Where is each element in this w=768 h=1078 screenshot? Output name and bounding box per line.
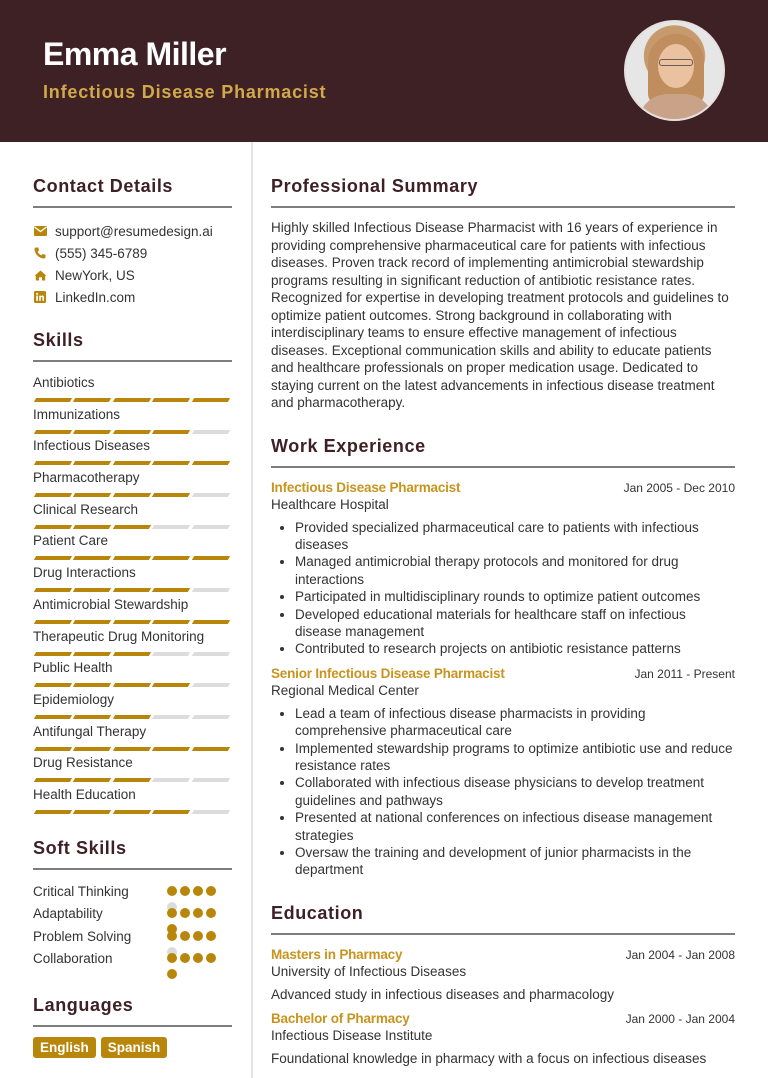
skill-name: Health Education xyxy=(33,786,136,802)
skill-level-bar xyxy=(33,652,232,656)
skill-item xyxy=(33,467,232,499)
soft-skills-heading: Soft Skills xyxy=(33,837,127,858)
skill-level-segment xyxy=(191,778,230,782)
section-rule xyxy=(271,466,735,468)
skill-item xyxy=(33,752,232,784)
skill-level-segment xyxy=(34,652,73,656)
summary-heading: Professional Summary xyxy=(271,176,479,196)
skill-item xyxy=(33,562,232,594)
soft-skills-section xyxy=(33,838,232,973)
rating-dot xyxy=(206,953,216,963)
skill-level-segment xyxy=(113,683,152,687)
skill-level-segment xyxy=(34,715,73,719)
skill-item xyxy=(33,784,232,816)
skills-heading: Skills xyxy=(33,330,84,350)
skill-level-bar xyxy=(33,556,232,560)
candidate-name: Emma Miller xyxy=(43,36,227,72)
skill-name: Infectious Diseases xyxy=(33,438,151,454)
skill-level-segment xyxy=(113,747,152,751)
rating-dot xyxy=(193,908,203,918)
job-bullet: • Contributed to research projects on antibiotic resistance patterns xyxy=(295,640,735,657)
skill-name: Pharmacotherapy xyxy=(33,470,140,486)
skill-level-segment xyxy=(191,461,230,465)
contact-heading: Contact Details xyxy=(33,176,174,196)
job-bullet: • Participated in multidisciplinary rounds to optimize patient outcomes xyxy=(295,588,735,605)
skill-level-segment xyxy=(152,683,191,687)
languages-heading: Languages xyxy=(33,995,134,1015)
education-description: Foundational knowledge in pharmacy with a focus on infectious diseases xyxy=(271,1050,707,1066)
skill-level-bar xyxy=(33,747,232,751)
skill-level-segment xyxy=(73,398,112,402)
section-rule xyxy=(33,206,232,208)
skill-level-segment xyxy=(152,620,191,624)
skill-level-segment xyxy=(73,747,112,751)
skill-item xyxy=(33,594,232,626)
skill-level-segment xyxy=(34,398,73,402)
resume-header xyxy=(0,0,768,142)
section-rule xyxy=(33,360,232,362)
education-description: Advanced study in infectious diseases and pharmacology xyxy=(271,986,614,1002)
job-bullet: • Collaborated with infectious disease physicians to develop treatment guidelines and pathways xyxy=(295,774,735,809)
skill-level-segment xyxy=(152,398,191,402)
job-bullet: • Developed educational materials for healthcare staff on infectious disease management xyxy=(295,606,735,641)
skill-level-segment xyxy=(73,430,112,434)
rating-dot xyxy=(206,931,216,941)
job-bullet: • Oversaw the training and development of junior pharmacists in the department xyxy=(295,844,735,879)
skill-level-segment xyxy=(152,810,191,814)
skill-level-segment xyxy=(191,683,230,687)
skill-level-segment xyxy=(113,493,152,497)
skill-level-segment xyxy=(152,430,191,434)
soft-skill-name: Collaboration xyxy=(33,951,113,967)
phone-icon xyxy=(33,246,47,260)
language-badge: English xyxy=(33,1037,96,1058)
skill-level-segment xyxy=(34,683,73,687)
skill-name: Antibiotics xyxy=(33,375,95,390)
skill-level-segment xyxy=(152,778,191,782)
skill-item xyxy=(33,657,232,689)
contact-linkedin-text: LinkedIn.com xyxy=(55,289,136,305)
rating-dot xyxy=(167,931,177,941)
skill-name: Immunizations xyxy=(33,406,121,422)
skill-level-segment xyxy=(113,620,152,624)
skill-level-segment xyxy=(34,493,73,497)
skill-item xyxy=(33,689,232,721)
soft-skill-rating xyxy=(167,908,219,920)
contact-email-text: support@resumedesign.ai xyxy=(55,223,213,239)
skill-name: Antifungal Therapy xyxy=(33,723,147,739)
skills-section xyxy=(33,330,232,816)
skill-level-segment xyxy=(73,620,112,624)
job-bullets xyxy=(271,519,735,658)
section-rule xyxy=(33,868,232,870)
contact-section xyxy=(33,176,232,308)
contact-location xyxy=(33,264,232,286)
school-name: University of Infectious Diseases xyxy=(271,963,467,979)
job-bullet: • Lead a team of infectious disease pharmacists in providing comprehensive pharmaceutical care xyxy=(295,705,735,740)
candidate-title: Infectious Disease Pharmacist xyxy=(43,82,327,102)
skill-level-segment xyxy=(73,715,112,719)
job-bullet: • Managed antimicrobial therapy protocols and monitored for drug interactions xyxy=(295,553,735,588)
skill-item xyxy=(33,721,232,753)
contact-email[interactable] xyxy=(33,220,232,242)
linkedin-icon xyxy=(33,290,47,304)
skill-level-segment xyxy=(113,778,152,782)
column-divider xyxy=(251,142,253,1078)
section-rule xyxy=(33,1025,232,1027)
skill-level-segment xyxy=(191,430,230,434)
school-name: Infectious Disease Institute xyxy=(271,1027,433,1043)
summary-section xyxy=(271,176,735,412)
job-bullet: • Presented at national conferences on infectious disease management strategies xyxy=(295,809,735,844)
skill-name: Patient Care xyxy=(33,533,109,549)
skill-level-segment xyxy=(152,588,191,592)
skill-level-segment xyxy=(34,810,73,814)
job-entry xyxy=(271,480,735,658)
rating-dot xyxy=(206,908,216,918)
education-dates: Jan 2004 - Jan 2008 xyxy=(625,947,735,962)
skill-item xyxy=(33,435,232,467)
job-employer: Regional Medical Center xyxy=(271,682,419,698)
skill-item xyxy=(33,404,232,436)
job-title: Senior Infectious Disease Pharmacist xyxy=(271,665,505,681)
language-badge: Spanish xyxy=(101,1037,168,1058)
skill-level-segment xyxy=(113,810,152,814)
skill-level-segment xyxy=(34,588,73,592)
skill-level-segment xyxy=(152,493,191,497)
skill-level-segment xyxy=(73,461,112,465)
job-bullet: • Implemented stewardship programs to optimize antibiotic use and reduce resistance rates xyxy=(295,740,735,775)
skill-level-segment xyxy=(34,620,73,624)
skill-level-segment xyxy=(73,493,112,497)
skill-level-segment xyxy=(73,525,112,529)
envelope-icon xyxy=(33,224,47,238)
skill-level-segment xyxy=(191,525,230,529)
skill-level-segment xyxy=(152,652,191,656)
rating-dot xyxy=(193,953,203,963)
skill-level-segment xyxy=(191,810,230,814)
skill-level-segment xyxy=(34,747,73,751)
skill-name: Antimicrobial Stewardship xyxy=(33,596,189,612)
skill-level-segment xyxy=(113,556,152,560)
soft-skill-name: Adaptability xyxy=(33,906,103,922)
rating-dot xyxy=(167,953,177,963)
degree-title: Masters in Pharmacy xyxy=(271,946,403,962)
skill-level-segment xyxy=(34,778,73,782)
skills-list xyxy=(33,372,232,816)
skill-level-segment xyxy=(113,398,152,402)
soft-skill-name: Critical Thinking xyxy=(33,883,129,899)
skill-name: Therapeutic Drug Monitoring xyxy=(33,628,205,644)
job-bullet: • Provided specialized pharmaceutical care to patients with infectious diseases xyxy=(295,519,735,554)
languages-section xyxy=(33,995,232,1058)
skill-level-segment xyxy=(152,525,191,529)
skill-level-segment xyxy=(113,652,152,656)
education-entry xyxy=(271,947,735,1003)
summary-text: Highly skilled Infectious Disease Pharmacist with 16 years of experience in providing comprehensive pharmaceutical care for patients with infectious diseases. Proven track record of implementing antimicrobial stewardship programs resulting in significant reduction of antibiotic resistance rates. Recognized for expertise in developing treatment protocols and guidelines to optimize patient outcomes. Strong background in collaborating with interdisciplinary teams to ensure effective management of infectious diseases. Exceptional communication skills and ability to educate patients and healthcare professionals on proper medication usage. Dedicated to staying current on the latest advancements in infectious disease treatment and pharmacotherapy. xyxy=(271,220,729,410)
soft-skill-item xyxy=(33,905,232,928)
skill-level-segment xyxy=(191,588,230,592)
skill-level-bar xyxy=(33,810,232,814)
rating-dot xyxy=(206,886,216,896)
contact-location-text: NewYork, US xyxy=(55,267,135,283)
skill-name: Clinical Research xyxy=(33,501,139,517)
skill-item xyxy=(33,530,232,562)
skill-level-segment xyxy=(34,461,73,465)
home-icon xyxy=(33,268,47,282)
skill-level-bar xyxy=(33,778,232,782)
skill-level-segment xyxy=(191,747,230,751)
skill-level-segment xyxy=(152,461,191,465)
skill-level-segment xyxy=(191,620,230,624)
skill-level-segment xyxy=(191,493,230,497)
rating-dot xyxy=(180,886,190,896)
photo-face-shape xyxy=(658,44,694,88)
skill-level-bar xyxy=(33,493,232,497)
rating-dot xyxy=(180,931,190,941)
soft-skills-list xyxy=(33,883,232,973)
soft-skill-name: Problem Solving xyxy=(33,928,132,944)
skill-name: Drug Resistance xyxy=(33,755,133,771)
rating-dot xyxy=(193,886,203,896)
skill-item xyxy=(33,626,232,658)
skill-level-segment xyxy=(34,525,73,529)
skill-level-segment xyxy=(113,588,152,592)
skill-level-segment xyxy=(113,430,152,434)
job-employer: Healthcare Hospital xyxy=(271,496,389,512)
skill-level-segment xyxy=(152,747,191,751)
languages-list xyxy=(33,1037,232,1058)
skill-level-bar xyxy=(33,525,232,529)
skill-item xyxy=(33,499,232,531)
job-bullets xyxy=(271,705,735,879)
soft-skill-rating xyxy=(167,931,219,943)
profile-photo xyxy=(624,20,725,121)
education-heading: Education xyxy=(271,902,364,923)
skill-level-segment xyxy=(73,652,112,656)
skill-level-segment xyxy=(191,398,230,402)
skill-level-bar xyxy=(33,398,232,402)
skill-level-segment xyxy=(73,683,112,687)
soft-skill-rating xyxy=(167,886,219,898)
soft-skill-item xyxy=(33,883,232,906)
skill-level-bar xyxy=(33,620,232,624)
skill-name: Drug Interactions xyxy=(33,565,136,581)
skill-level-bar xyxy=(33,461,232,465)
education-section xyxy=(271,903,735,1067)
soft-skill-rating xyxy=(167,953,219,965)
job-dates: Jan 2011 - Present xyxy=(634,666,735,681)
job-entry xyxy=(271,666,735,879)
skill-level-segment xyxy=(152,556,191,560)
skill-level-segment xyxy=(191,652,230,656)
skill-level-segment xyxy=(113,525,152,529)
rating-dot xyxy=(180,953,190,963)
skill-level-segment xyxy=(73,556,112,560)
right-column xyxy=(271,142,735,1067)
education-entry xyxy=(271,1011,735,1067)
skill-level-segment xyxy=(73,778,112,782)
skill-level-bar xyxy=(33,683,232,687)
rating-dot xyxy=(167,969,177,979)
rating-dot xyxy=(167,908,177,918)
skill-level-segment xyxy=(113,461,152,465)
skill-level-segment xyxy=(152,715,191,719)
skill-level-segment xyxy=(73,810,112,814)
skill-level-segment xyxy=(191,715,230,719)
photo-glasses-shape xyxy=(659,59,693,66)
contact-phone[interactable] xyxy=(33,242,232,264)
education-dates: Jan 2000 - Jan 2004 xyxy=(625,1011,735,1026)
job-dates: Jan 2005 - Dec 2010 xyxy=(623,480,735,495)
rating-dot xyxy=(193,931,203,941)
skill-level-bar xyxy=(33,715,232,719)
contact-linkedin[interactable] xyxy=(33,286,232,308)
degree-title: Bachelor of Pharmacy xyxy=(271,1010,410,1026)
skill-level-segment xyxy=(34,556,73,560)
skill-name: Epidemiology xyxy=(33,691,115,707)
skill-level-segment xyxy=(73,588,112,592)
experience-heading: Work Experience xyxy=(271,435,426,456)
rating-dot xyxy=(167,886,177,896)
soft-skill-item xyxy=(33,950,232,973)
skill-name: Public Health xyxy=(33,660,113,676)
skill-level-bar xyxy=(33,430,232,434)
soft-skill-item xyxy=(33,928,232,951)
job-title: Infectious Disease Pharmacist xyxy=(271,479,461,495)
left-column xyxy=(33,142,232,1058)
experience-section xyxy=(271,436,735,879)
skill-level-bar xyxy=(33,588,232,592)
rating-dot xyxy=(180,908,190,918)
contact-phone-text: (555) 345-6789 xyxy=(55,245,148,261)
skill-level-segment xyxy=(113,715,152,719)
skill-level-segment xyxy=(34,430,73,434)
section-rule xyxy=(271,933,735,935)
section-rule xyxy=(271,206,735,208)
skill-item xyxy=(33,372,232,404)
skill-level-segment xyxy=(191,556,230,560)
